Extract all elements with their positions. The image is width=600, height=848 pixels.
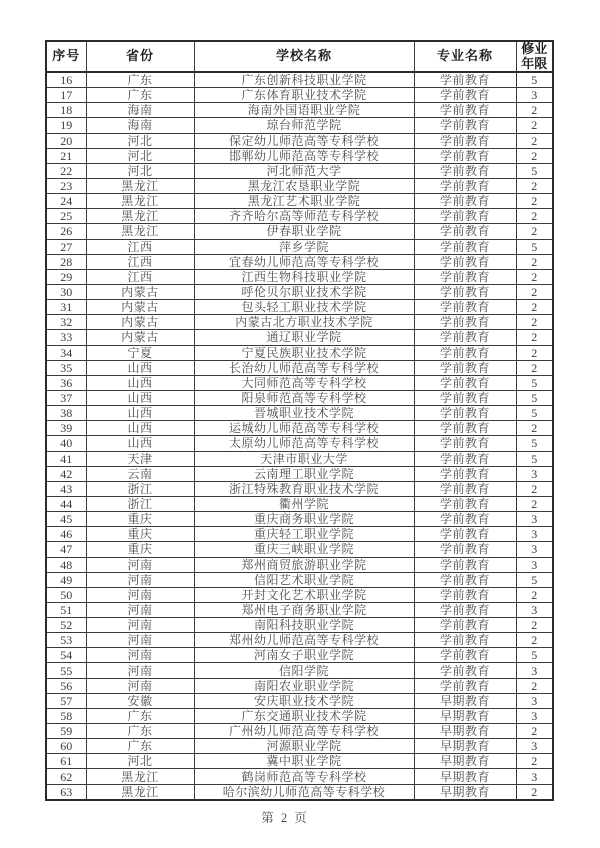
cell-years: 2 <box>516 178 553 193</box>
cell-years: 3 <box>516 739 553 754</box>
cell-province: 重庆 <box>86 542 194 557</box>
cell-index: 55 <box>46 663 86 678</box>
cell-index: 35 <box>46 360 86 375</box>
cell-province: 宁夏 <box>86 345 194 360</box>
cell-school: 重庆三峡职业学院 <box>194 542 414 557</box>
cell-school: 郑州电子商务职业学院 <box>194 602 414 617</box>
table-row <box>46 557 553 572</box>
table-row <box>46 390 553 405</box>
cell-school: 南阳科技职业学院 <box>194 618 414 633</box>
cell-major: 学前教育 <box>414 390 516 405</box>
cell-index: 47 <box>46 542 86 557</box>
cell-years: 2 <box>516 360 553 375</box>
cell-major: 学前教育 <box>414 602 516 617</box>
cell-school: 信阳艺术职业学院 <box>194 572 414 587</box>
cell-province: 河南 <box>86 602 194 617</box>
cell-province: 云南 <box>86 466 194 481</box>
cell-major: 学前教育 <box>414 678 516 693</box>
cell-school: 长治幼儿师范高等专科学校 <box>194 360 414 375</box>
table-row <box>46 345 553 360</box>
table-row <box>46 118 553 133</box>
cell-index: 63 <box>46 784 86 800</box>
table-row <box>46 527 553 542</box>
cell-years: 3 <box>516 663 553 678</box>
table-row <box>46 88 553 103</box>
cell-major: 早期教育 <box>414 708 516 723</box>
cell-years: 5 <box>516 572 553 587</box>
cell-index: 41 <box>46 451 86 466</box>
cell-index: 26 <box>46 224 86 239</box>
cell-years: 2 <box>516 784 553 800</box>
cell-school: 萍乡学院 <box>194 239 414 254</box>
cell-years: 5 <box>516 436 553 451</box>
cell-major: 学前教育 <box>414 496 516 511</box>
cell-major: 早期教育 <box>414 754 516 769</box>
cell-province: 河南 <box>86 618 194 633</box>
header-major-name: 专业名称 <box>414 41 516 72</box>
table-row <box>46 724 553 739</box>
cell-major: 学前教育 <box>414 269 516 284</box>
cell-school: 开封文化艺术职业学院 <box>194 587 414 602</box>
table-row <box>46 194 553 209</box>
cell-major: 学前教育 <box>414 224 516 239</box>
cell-school: 天津市职业大学 <box>194 451 414 466</box>
table-row <box>46 587 553 602</box>
cell-index: 57 <box>46 693 86 708</box>
table-row <box>46 618 553 633</box>
cell-index: 45 <box>46 512 86 527</box>
table-row <box>46 739 553 754</box>
cell-major: 学前教育 <box>414 133 516 148</box>
cell-school: 内蒙古北方职业技术学院 <box>194 315 414 330</box>
cell-index: 52 <box>46 618 86 633</box>
table-row <box>46 421 553 436</box>
cell-province: 河北 <box>86 754 194 769</box>
cell-major: 学前教育 <box>414 88 516 103</box>
cell-major: 学前教育 <box>414 345 516 360</box>
cell-school: 重庆轻工职业学院 <box>194 527 414 542</box>
table-row <box>46 436 553 451</box>
school-roster-table <box>45 40 554 801</box>
cell-index: 28 <box>46 254 86 269</box>
cell-province: 河南 <box>86 633 194 648</box>
cell-school: 重庆商务职业学院 <box>194 512 414 527</box>
cell-major: 学前教育 <box>414 542 516 557</box>
table-row <box>46 178 553 193</box>
cell-province: 黑龙江 <box>86 194 194 209</box>
cell-school: 伊春职业学院 <box>194 224 414 239</box>
cell-major: 学前教育 <box>414 239 516 254</box>
cell-years: 2 <box>516 421 553 436</box>
cell-major: 学前教育 <box>414 481 516 496</box>
cell-years: 3 <box>516 527 553 542</box>
cell-years: 2 <box>516 284 553 299</box>
cell-major: 学前教育 <box>414 72 516 88</box>
cell-province: 河北 <box>86 163 194 178</box>
cell-school: 广州幼儿师范高等专科学校 <box>194 724 414 739</box>
cell-years: 2 <box>516 587 553 602</box>
cell-province: 河南 <box>86 678 194 693</box>
cell-years: 2 <box>516 754 553 769</box>
cell-school: 郑州幼儿师范高等专科学校 <box>194 633 414 648</box>
cell-province: 海南 <box>86 118 194 133</box>
cell-province: 内蒙古 <box>86 315 194 330</box>
cell-index: 44 <box>46 496 86 511</box>
cell-years: 3 <box>516 557 553 572</box>
cell-major: 学前教育 <box>414 557 516 572</box>
cell-years: 5 <box>516 406 553 421</box>
cell-years: 5 <box>516 648 553 663</box>
cell-index: 20 <box>46 133 86 148</box>
table-body <box>46 72 553 800</box>
cell-school: 邯郸幼儿师范高等专科学校 <box>194 148 414 163</box>
table-row <box>46 693 553 708</box>
cell-school: 通辽职业学院 <box>194 330 414 345</box>
cell-major: 学前教育 <box>414 284 516 299</box>
cell-major: 学前教育 <box>414 163 516 178</box>
cell-province: 山西 <box>86 436 194 451</box>
cell-major: 学前教育 <box>414 436 516 451</box>
table-row <box>46 72 553 88</box>
cell-years: 2 <box>516 254 553 269</box>
cell-province: 山西 <box>86 360 194 375</box>
cell-school: 阳泉师范高等专科学校 <box>194 390 414 405</box>
cell-major: 早期教育 <box>414 693 516 708</box>
cell-province: 安徽 <box>86 693 194 708</box>
cell-province: 重庆 <box>86 512 194 527</box>
cell-index: 31 <box>46 300 86 315</box>
cell-major: 学前教育 <box>414 178 516 193</box>
cell-province: 山西 <box>86 406 194 421</box>
cell-major: 学前教育 <box>414 512 516 527</box>
table-row <box>46 360 553 375</box>
cell-years: 2 <box>516 496 553 511</box>
cell-school: 广东体育职业技术学院 <box>194 88 414 103</box>
cell-province: 广东 <box>86 88 194 103</box>
cell-years: 3 <box>516 466 553 481</box>
cell-index: 17 <box>46 88 86 103</box>
cell-index: 58 <box>46 708 86 723</box>
cell-years: 5 <box>516 375 553 390</box>
cell-years: 2 <box>516 224 553 239</box>
cell-school: 黑龙江艺术职业学院 <box>194 194 414 209</box>
cell-years: 2 <box>516 133 553 148</box>
cell-province: 广东 <box>86 724 194 739</box>
cell-school: 江西生物科技职业学院 <box>194 269 414 284</box>
cell-school: 广东创新科技职业学院 <box>194 72 414 88</box>
cell-index: 38 <box>46 406 86 421</box>
cell-years: 5 <box>516 239 553 254</box>
table-row <box>46 209 553 224</box>
cell-province: 内蒙古 <box>86 300 194 315</box>
cell-province: 广东 <box>86 739 194 754</box>
cell-major: 学前教育 <box>414 527 516 542</box>
cell-province: 内蒙古 <box>86 284 194 299</box>
cell-province: 山西 <box>86 421 194 436</box>
cell-province: 黑龙江 <box>86 224 194 239</box>
cell-school: 保定幼儿师范高等专科学校 <box>194 133 414 148</box>
cell-major: 学前教育 <box>414 254 516 269</box>
cell-index: 27 <box>46 239 86 254</box>
cell-years: 5 <box>516 163 553 178</box>
cell-index: 32 <box>46 315 86 330</box>
cell-index: 19 <box>46 118 86 133</box>
cell-major: 早期教育 <box>414 724 516 739</box>
cell-major: 学前教育 <box>414 648 516 663</box>
cell-school: 云南理工职业学院 <box>194 466 414 481</box>
cell-school: 宜春幼儿师范高等专科学校 <box>194 254 414 269</box>
cell-school: 哈尔滨幼儿师范高等专科学校 <box>194 784 414 800</box>
header-index: 序号 <box>46 41 86 72</box>
cell-years: 2 <box>516 269 553 284</box>
cell-province: 黑龙江 <box>86 209 194 224</box>
cell-major: 学前教育 <box>414 118 516 133</box>
cell-major: 学前教育 <box>414 466 516 481</box>
cell-province: 江西 <box>86 269 194 284</box>
cell-major: 学前教育 <box>414 148 516 163</box>
cell-school: 包头轻工职业技术学院 <box>194 300 414 315</box>
cell-province: 浙江 <box>86 481 194 496</box>
cell-index: 22 <box>46 163 86 178</box>
cell-years: 2 <box>516 194 553 209</box>
cell-province: 浙江 <box>86 496 194 511</box>
table-row <box>46 330 553 345</box>
cell-province: 河南 <box>86 587 194 602</box>
header-province: 省份 <box>86 41 194 72</box>
cell-school: 呼伦贝尔职业技术学院 <box>194 284 414 299</box>
cell-years: 2 <box>516 724 553 739</box>
cell-major: 学前教育 <box>414 194 516 209</box>
cell-province: 广东 <box>86 72 194 88</box>
cell-years: 5 <box>516 72 553 88</box>
cell-province: 海南 <box>86 103 194 118</box>
cell-major: 学前教育 <box>414 315 516 330</box>
cell-major: 学前教育 <box>414 663 516 678</box>
cell-index: 60 <box>46 739 86 754</box>
cell-years: 2 <box>516 345 553 360</box>
cell-index: 33 <box>46 330 86 345</box>
cell-years: 2 <box>516 678 553 693</box>
cell-province: 黑龙江 <box>86 178 194 193</box>
cell-major: 早期教育 <box>414 739 516 754</box>
cell-index: 46 <box>46 527 86 542</box>
table-row <box>46 678 553 693</box>
header-school-name: 学校名称 <box>194 41 414 72</box>
cell-school: 河北师范大学 <box>194 163 414 178</box>
cell-province: 河南 <box>86 648 194 663</box>
cell-school: 广东交通职业技术学院 <box>194 708 414 723</box>
table-row <box>46 239 553 254</box>
cell-years: 2 <box>516 300 553 315</box>
cell-province: 山西 <box>86 390 194 405</box>
cell-school: 南阳农业职业学院 <box>194 678 414 693</box>
table-row <box>46 466 553 481</box>
cell-province: 黑龙江 <box>86 769 194 784</box>
cell-school: 琼台师范学院 <box>194 118 414 133</box>
cell-school: 运城幼儿师范高等专科学校 <box>194 421 414 436</box>
cell-index: 39 <box>46 421 86 436</box>
table-row <box>46 269 553 284</box>
cell-index: 37 <box>46 390 86 405</box>
table-row <box>46 572 553 587</box>
cell-province: 河南 <box>86 557 194 572</box>
cell-years: 3 <box>516 88 553 103</box>
cell-major: 学前教育 <box>414 587 516 602</box>
cell-index: 21 <box>46 148 86 163</box>
table-row <box>46 663 553 678</box>
table-row <box>46 406 553 421</box>
page-number-footer: 第 2 页 <box>261 811 309 825</box>
cell-years: 2 <box>516 618 553 633</box>
cell-school: 河南女子职业学院 <box>194 648 414 663</box>
cell-major: 学前教育 <box>414 618 516 633</box>
cell-index: 62 <box>46 769 86 784</box>
cell-school: 冀中职业学院 <box>194 754 414 769</box>
cell-years: 2 <box>516 315 553 330</box>
cell-province: 天津 <box>86 451 194 466</box>
cell-province: 重庆 <box>86 527 194 542</box>
table-row <box>46 163 553 178</box>
header-study-years: 修业年限 <box>516 41 553 72</box>
cell-province: 河南 <box>86 663 194 678</box>
table-row <box>46 284 553 299</box>
table-row <box>46 148 553 163</box>
table-row <box>46 542 553 557</box>
cell-major: 学前教育 <box>414 451 516 466</box>
cell-school: 太原幼儿师范高等专科学校 <box>194 436 414 451</box>
cell-province: 黑龙江 <box>86 784 194 800</box>
table-row <box>46 769 553 784</box>
cell-index: 24 <box>46 194 86 209</box>
cell-index: 43 <box>46 481 86 496</box>
cell-province: 广东 <box>86 708 194 723</box>
cell-years: 3 <box>516 693 553 708</box>
table-row <box>46 648 553 663</box>
cell-index: 56 <box>46 678 86 693</box>
cell-school: 晋城职业技术学院 <box>194 406 414 421</box>
cell-index: 18 <box>46 103 86 118</box>
table-row <box>46 481 553 496</box>
cell-province: 河北 <box>86 148 194 163</box>
cell-index: 61 <box>46 754 86 769</box>
cell-school: 衢州学院 <box>194 496 414 511</box>
cell-major: 学前教育 <box>414 330 516 345</box>
cell-index: 40 <box>46 436 86 451</box>
cell-years: 2 <box>516 148 553 163</box>
table-row <box>46 300 553 315</box>
cell-years: 2 <box>516 118 553 133</box>
table-row <box>46 103 553 118</box>
cell-province: 江西 <box>86 239 194 254</box>
cell-years: 2 <box>516 481 553 496</box>
cell-index: 59 <box>46 724 86 739</box>
table-row <box>46 512 553 527</box>
table-header-row <box>46 41 553 72</box>
cell-major: 学前教育 <box>414 360 516 375</box>
cell-school: 鹤岗师范高等专科学校 <box>194 769 414 784</box>
cell-province: 河北 <box>86 133 194 148</box>
cell-years: 3 <box>516 769 553 784</box>
cell-major: 学前教育 <box>414 103 516 118</box>
table-row <box>46 496 553 511</box>
cell-school: 河源职业学院 <box>194 739 414 754</box>
cell-school: 齐齐哈尔高等师范专科学校 <box>194 209 414 224</box>
table-row <box>46 315 553 330</box>
cell-school: 安庆职业技术学院 <box>194 693 414 708</box>
cell-index: 51 <box>46 602 86 617</box>
cell-major: 学前教育 <box>414 209 516 224</box>
cell-major: 学前教育 <box>414 375 516 390</box>
cell-years: 3 <box>516 708 553 723</box>
cell-index: 29 <box>46 269 86 284</box>
table-row <box>46 224 553 239</box>
cell-major: 学前教育 <box>414 572 516 587</box>
table-row <box>46 254 553 269</box>
cell-major: 早期教育 <box>414 784 516 800</box>
table-row <box>46 133 553 148</box>
cell-school: 宁夏民族职业技术学院 <box>194 345 414 360</box>
cell-years: 2 <box>516 209 553 224</box>
cell-index: 53 <box>46 633 86 648</box>
cell-school: 郑州商贸旅游职业学院 <box>194 557 414 572</box>
table-row <box>46 602 553 617</box>
cell-school: 浙江特殊教育职业技术学院 <box>194 481 414 496</box>
table-row <box>46 633 553 648</box>
cell-years: 2 <box>516 633 553 648</box>
cell-major: 学前教育 <box>414 421 516 436</box>
cell-index: 16 <box>46 72 86 88</box>
cell-major: 学前教育 <box>414 300 516 315</box>
cell-school: 海南外国语职业学院 <box>194 103 414 118</box>
cell-index: 54 <box>46 648 86 663</box>
table-row <box>46 784 553 800</box>
cell-province: 山西 <box>86 375 194 390</box>
cell-index: 48 <box>46 557 86 572</box>
cell-years: 3 <box>516 542 553 557</box>
cell-years: 5 <box>516 390 553 405</box>
cell-school: 大同师范高等专科学校 <box>194 375 414 390</box>
table-row <box>46 708 553 723</box>
cell-index: 49 <box>46 572 86 587</box>
cell-province: 内蒙古 <box>86 330 194 345</box>
cell-province: 河南 <box>86 572 194 587</box>
cell-index: 25 <box>46 209 86 224</box>
cell-index: 36 <box>46 375 86 390</box>
cell-index: 34 <box>46 345 86 360</box>
table-row <box>46 451 553 466</box>
cell-index: 50 <box>46 587 86 602</box>
cell-major: 学前教育 <box>414 406 516 421</box>
cell-years: 3 <box>516 512 553 527</box>
cell-province: 江西 <box>86 254 194 269</box>
cell-years: 5 <box>516 451 553 466</box>
cell-years: 3 <box>516 602 553 617</box>
cell-major: 早期教育 <box>414 769 516 784</box>
table-row <box>46 754 553 769</box>
cell-years: 2 <box>516 330 553 345</box>
cell-school: 信阳学院 <box>194 663 414 678</box>
cell-index: 23 <box>46 178 86 193</box>
cell-school: 黑龙江农垦职业学院 <box>194 178 414 193</box>
cell-years: 2 <box>516 103 553 118</box>
cell-index: 42 <box>46 466 86 481</box>
table-row <box>46 375 553 390</box>
cell-index: 30 <box>46 284 86 299</box>
cell-major: 学前教育 <box>414 633 516 648</box>
